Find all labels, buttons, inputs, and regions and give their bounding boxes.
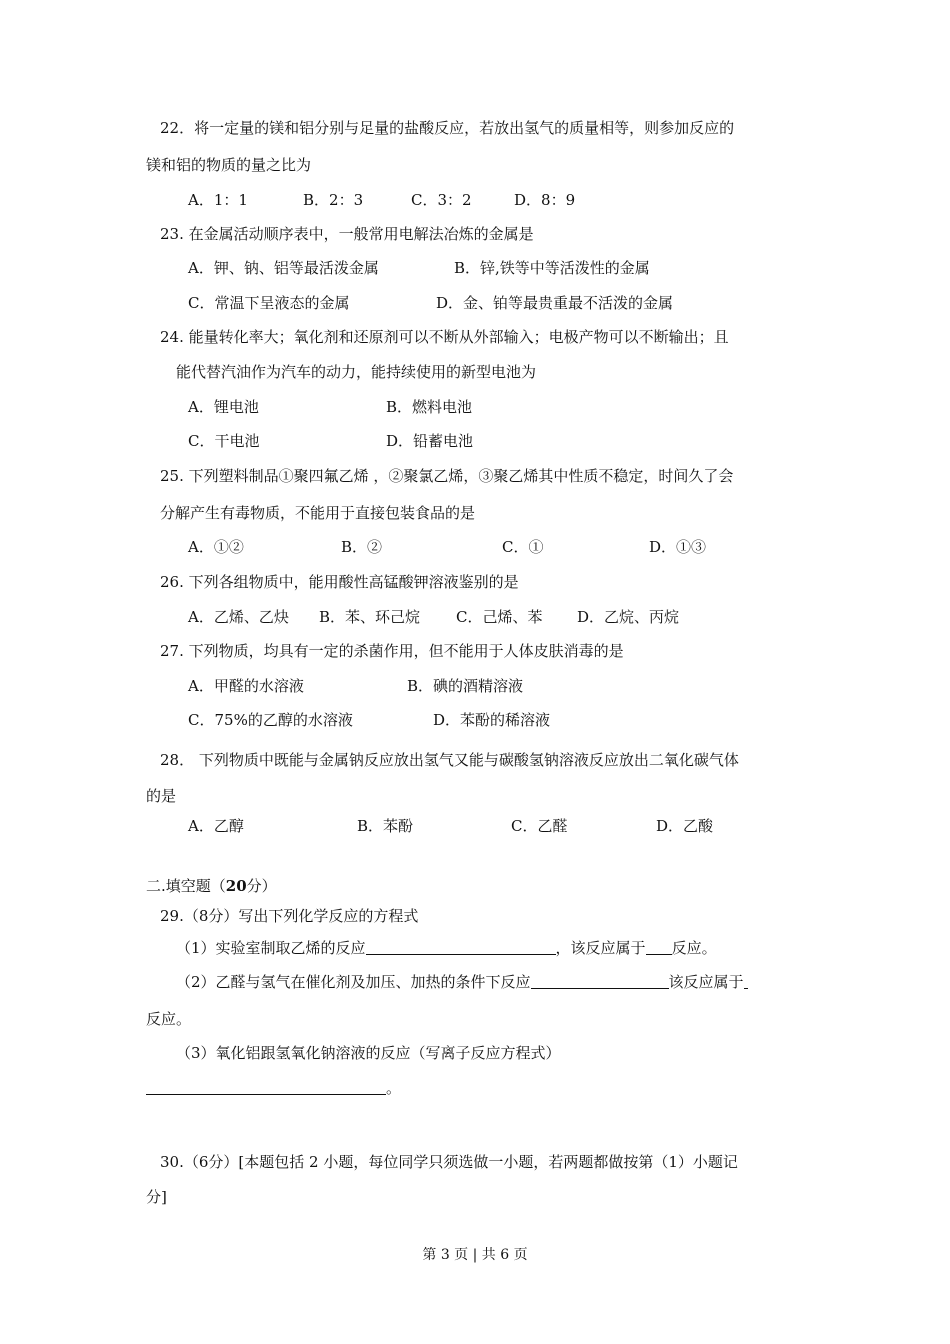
- q29-part2: [176, 972, 748, 992]
- q22-stem-line1: 22．将一定量的镁和铝分别与足量的盐酸反应，若放出氢气的质量相等，则参加反应的: [160, 119, 735, 137]
- section-heading-suffix: 分）: [246, 877, 277, 895]
- q29-part2-text: （2）乙醛与氢气在催化剂及加压、加热的条件下反应: [176, 973, 531, 991]
- q23-option-c: C．常温下呈液态的金属: [188, 294, 350, 312]
- q28-stem-line1: 28． 下列物质中既能与金属钠反应放出氢气又能与碳酸氢钠溶液反应放出二氧化碳气体: [160, 751, 739, 769]
- q27-option-a: A．甲醛的水溶液: [188, 677, 304, 695]
- q29-part2-mid: 该反应属于: [668, 973, 744, 991]
- q29-part2-answer-blank[interactable]: [531, 972, 669, 989]
- q30-stem-line1: 30.（6分）[本题包括 2 小题，每位同学只须选做一小题，若两题都做按第（1）小题记: [160, 1153, 738, 1171]
- q29-part1-type-blank[interactable]: [646, 938, 672, 955]
- q25-stem-line2: 分解产生有毒物质，不能用于直接包装食品的是: [160, 504, 476, 522]
- q29-part1: [176, 938, 717, 958]
- q24-option-a: A．锂电池: [188, 398, 259, 416]
- q25-option-d: D．①③: [649, 538, 707, 556]
- q29-part3-answer: [146, 1078, 401, 1098]
- q25-option-b: B．②: [341, 538, 383, 556]
- q29-part2-type-blank[interactable]: [744, 972, 748, 989]
- q23-stem: 23. 在金属活动顺序表中，一般常用电解法冶炼的金属是: [160, 225, 534, 243]
- q23-option-b: B．锌,铁等中等活泼性的金属: [454, 259, 650, 277]
- q26-option-c: C．己烯、苯: [456, 608, 543, 626]
- q23-option-d: D．金、铂等最贵重最不活泼的金属: [436, 294, 674, 312]
- q24-option-d: D．铅蓄电池: [386, 432, 474, 450]
- q23-option-a: A．钾、钠、铝等最活泼金属: [188, 259, 379, 277]
- q25-option-a: A．①②: [188, 538, 244, 556]
- q24-option-b: B．燃料电池: [386, 398, 473, 416]
- q28-option-d: D．乙酸: [656, 817, 714, 835]
- q22-option-a: A．1：1: [188, 191, 248, 209]
- q24-stem-line1: 24. 能量转化率大；氧化剂和还原剂可以不断从外部输入；电极产物可以不断输出；且: [160, 328, 729, 346]
- q26-option-d: D．乙烷、丙烷: [577, 608, 680, 626]
- q28-option-a: A．乙醇: [188, 817, 244, 835]
- q27-option-c: C．75%的乙醇的水溶液: [188, 711, 353, 729]
- q26-option-b: B．苯、环己烷: [319, 608, 421, 626]
- q22-option-d: D．8：9: [514, 191, 576, 209]
- q22-stem-line2: 镁和铝的物质的量之比为: [146, 156, 312, 174]
- q27-option-b: B．碘的酒精溶液: [407, 677, 524, 695]
- q24-option-c: C．干电池: [188, 432, 260, 450]
- q28-stem-line2: 的是: [146, 787, 177, 805]
- q22-option-c: C．3：2: [411, 191, 472, 209]
- q29-stem: 29.（8分）写出下列化学反应的方程式: [160, 907, 419, 925]
- section-heading-points: 20: [225, 877, 247, 895]
- q28-option-c: C．乙醛: [511, 817, 568, 835]
- q29-part3-end: 。: [386, 1079, 402, 1097]
- q29-part1-mid: ，该反应属于: [555, 939, 646, 957]
- q29-part2-end: 反应。: [146, 1010, 192, 1028]
- q29-part1-end: 反应。: [671, 939, 717, 957]
- q25-option-c: C．①: [502, 538, 544, 556]
- q30-stem-line2: 分]: [146, 1188, 167, 1206]
- section-heading-fill-blank: [146, 876, 277, 896]
- q25-stem-line1: 25. 下列塑料制品①聚四氟乙烯 ，②聚氯乙烯，③聚乙烯其中性质不稳定，时间久了会: [160, 467, 734, 485]
- q29-part3: （3）氧化铝跟氢氧化钠溶液的反应（写离子反应方程式）: [176, 1044, 561, 1062]
- q27-option-d: D．苯酚的稀溶液: [433, 711, 551, 729]
- section-heading-prefix: 二.填空题（: [146, 877, 226, 895]
- page-footer: 第 3 页 | 共 6 页: [422, 1247, 528, 1263]
- q29-part1-answer-blank[interactable]: [366, 938, 556, 955]
- q27-stem: 27. 下列物质，均具有一定的杀菌作用，但不能用于人体皮肤消毒的是: [160, 642, 624, 660]
- q24-stem-line2: 能代替汽油作为汽车的动力，能持续使用的新型电池为: [176, 363, 537, 381]
- q28-option-b: B．苯酚: [357, 817, 414, 835]
- q29-part1-text: （1）实验室制取乙烯的反应: [176, 939, 366, 957]
- q22-option-b: B．2：3: [303, 191, 364, 209]
- q26-option-a: A．乙烯、乙炔: [188, 608, 289, 626]
- q29-part3-answer-blank[interactable]: [146, 1078, 386, 1095]
- q26-stem: 26. 下列各组物质中，能用酸性高锰酸钾溶液鉴别的是: [160, 573, 519, 591]
